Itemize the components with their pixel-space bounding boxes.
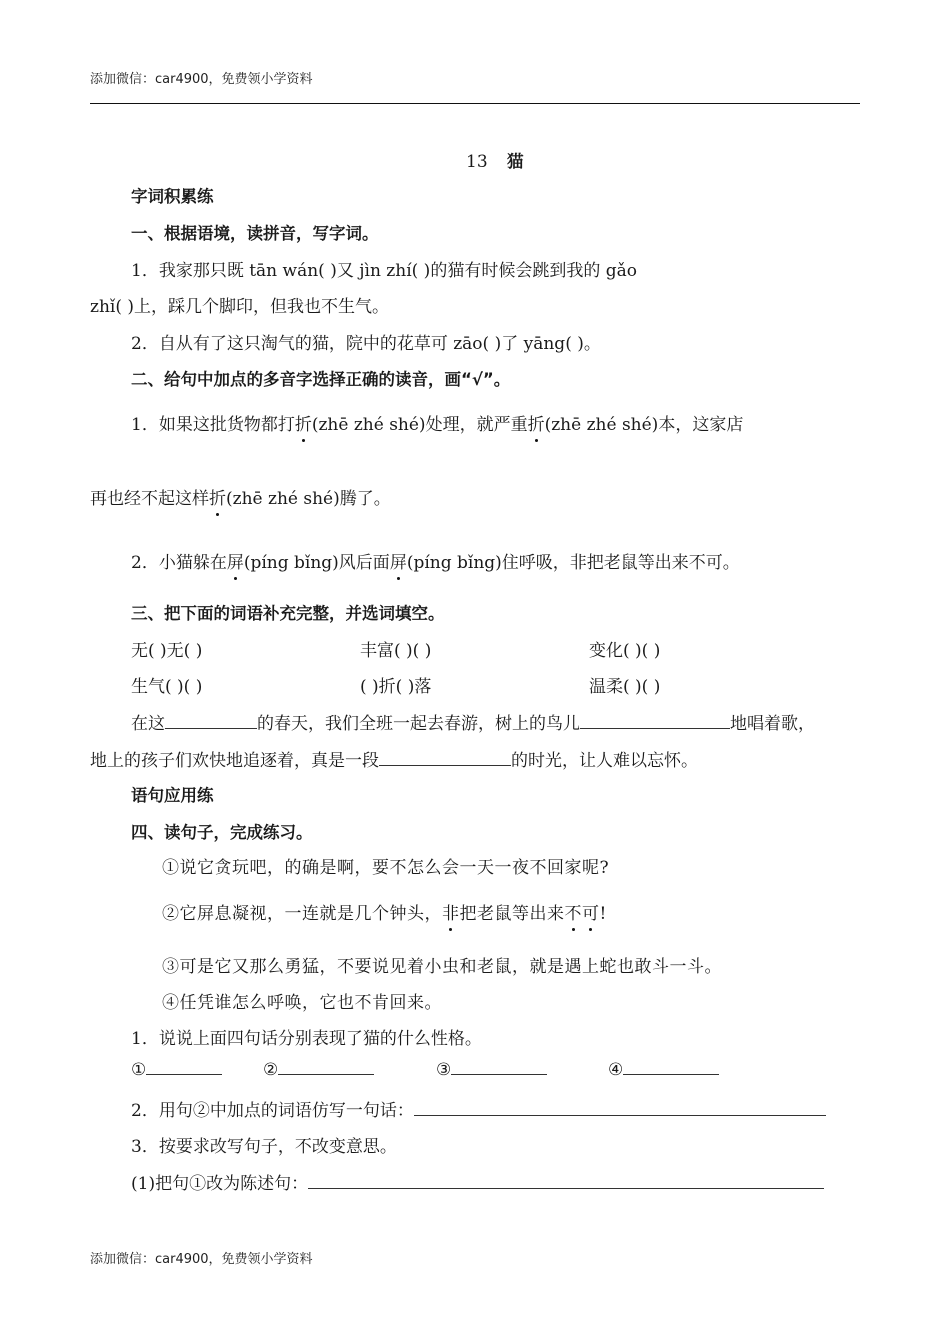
q3-r1c1: 无( )无( ) (131, 641, 203, 661)
q3-r1c3: 变化( )( ) (589, 641, 661, 661)
q2-line3 (131, 548, 740, 573)
q4-task-3a-text: (1)把句①改为陈述句： (131, 1174, 309, 1194)
q4-s2-text-c: ! (599, 904, 607, 924)
q4-task-3a-blank[interactable] (308, 1174, 824, 1189)
q2-l3-text-b: (píng bǐng)风后面 (243, 553, 390, 573)
q4-s2-dotted-ke: 可 (582, 899, 600, 924)
title-number: 13 (466, 152, 488, 172)
page-title (466, 148, 524, 172)
q1-line1: 1．我家那只既 tān wán( )又 jìn zhí( )的猫有时候会跳到我的 gǎo (131, 261, 637, 281)
q2-l2-dotted: 折 (209, 484, 226, 509)
q2-l1-dotted-2: 折 (528, 410, 545, 435)
q3-fill2-text-a: 地上的孩子们欢快地追逐着，真是一段 (90, 751, 379, 771)
q4-s2-text-a: ②它屏息凝视，一连就是几个钟头， (162, 904, 442, 924)
q4-sentence-2 (162, 899, 607, 924)
q3-r1c2: 丰富( )( ) (360, 641, 432, 661)
q3-blank-1[interactable] (165, 714, 257, 729)
q1-line3: 2．自从有了这只淘气的猫，院中的花草可 zāo( )了 yāng( )。 (131, 334, 601, 354)
q2-l3-text-c: (píng bǐng)住呼吸，非把老鼠等出来不可。 (406, 553, 740, 573)
footer-text: 添加微信：car4900，免费领小学资料 (90, 1252, 313, 1267)
q3-fill2-text-b: 的时光，让人难以忘怀。 (511, 751, 698, 771)
q4-task-3: 3．按要求改写句子，不改变意思。 (131, 1137, 397, 1157)
q2-l1-text-c: (zhē zhé shé)本，这家店 (544, 415, 744, 435)
q4-s2-dotted-fei: 非 (442, 899, 460, 924)
q2-line1 (131, 410, 743, 435)
title-name: 猫 (507, 152, 524, 171)
q4-task-2-blank[interactable] (414, 1101, 826, 1116)
header-rule (90, 103, 860, 104)
q3-heading: 三、把下面的词语补充完整，并选词填空。 (131, 604, 445, 623)
q3-fill1-text-a: 在这 (131, 714, 165, 734)
q4-answer-4 (608, 1060, 719, 1080)
q4-sentence-4: ④任凭谁怎么呼唤，它也不肯回来。 (162, 993, 442, 1013)
q4-task-2-text: 2．用句②中加点的词语仿写一句话： (131, 1101, 414, 1121)
q4-answer-1-blank[interactable] (146, 1060, 222, 1075)
q3-fill-line2 (90, 746, 698, 771)
q4-answer-2-label: ② (263, 1060, 279, 1080)
q4-sentence-1: ①说它贪玩吧，的确是啊，要不怎么会一天一夜不回家呢? (162, 858, 610, 878)
q4-answer-2 (263, 1060, 374, 1080)
q2-l1-text-a: 1．如果这批货物都打 (131, 415, 295, 435)
q3-blank-2[interactable] (580, 714, 730, 729)
q4-answer-3 (436, 1060, 547, 1080)
q3-fill-line1 (131, 709, 815, 734)
q4-s2-dotted-bu: 不 (565, 899, 583, 924)
q3-fill1-text-c: 地唱着歌， (730, 714, 815, 734)
section-sentences-heading: 语句应用练 (131, 786, 214, 805)
q2-l1-text-b: (zhē zhé shé)处理，就严重 (311, 415, 528, 435)
q2-heading: 二、给句中加点的多音字选择正确的读音，画“√”。 (131, 370, 511, 389)
q2-line2 (90, 484, 391, 509)
q4-s2-text-b: 把老鼠等出来 (459, 904, 565, 924)
q3-blank-3[interactable] (379, 751, 511, 766)
q4-heading: 四、读句子，完成练习。 (131, 823, 313, 842)
q4-task-1: 1．说说上面四句话分别表现了猫的什么性格。 (131, 1029, 482, 1049)
q3-r2c3: 温柔( )( ) (589, 677, 661, 697)
header-text: 添加微信：car4900，免费领小学资料 (90, 72, 313, 87)
q2-l3-dotted-2: 屏 (390, 548, 407, 573)
q1-line2: zhǐ( )上，踩几个脚印，但我也不生气。 (90, 297, 390, 317)
q3-r2c1: 生气( )( ) (131, 677, 203, 697)
q1-heading: 一、根据语境，读拼音，写字词。 (131, 224, 379, 243)
section-words-heading: 字词积累练 (131, 187, 214, 206)
q4-task-2 (131, 1096, 826, 1121)
q4-answer-3-blank[interactable] (451, 1060, 547, 1075)
q4-answer-1 (131, 1060, 222, 1080)
q4-answer-2-blank[interactable] (278, 1060, 374, 1075)
q2-l2-text-a: 再也经不起这样 (90, 489, 209, 509)
q2-l2-text-b: (zhē zhé shé)腾了。 (226, 489, 391, 509)
q4-answer-3-label: ③ (436, 1060, 452, 1080)
q3-r2c2: ( )折( )落 (360, 677, 432, 697)
q2-l1-dotted: 折 (295, 410, 312, 435)
q4-answer-1-label: ① (131, 1060, 147, 1080)
q4-task-3a (131, 1169, 824, 1194)
q2-l3-text-a: 2．小猫躲在 (131, 553, 227, 573)
q4-answer-4-label: ④ (608, 1060, 624, 1080)
q4-sentence-3: ③可是它又那么勇猛，不要说见着小虫和老鼠，就是遇上蛇也敢斗一斗。 (162, 957, 722, 977)
q4-answer-4-blank[interactable] (623, 1060, 719, 1075)
q3-fill1-text-b: 的春天，我们全班一起去春游，树上的鸟儿 (257, 714, 580, 734)
q2-l3-dotted: 屏 (227, 548, 244, 573)
